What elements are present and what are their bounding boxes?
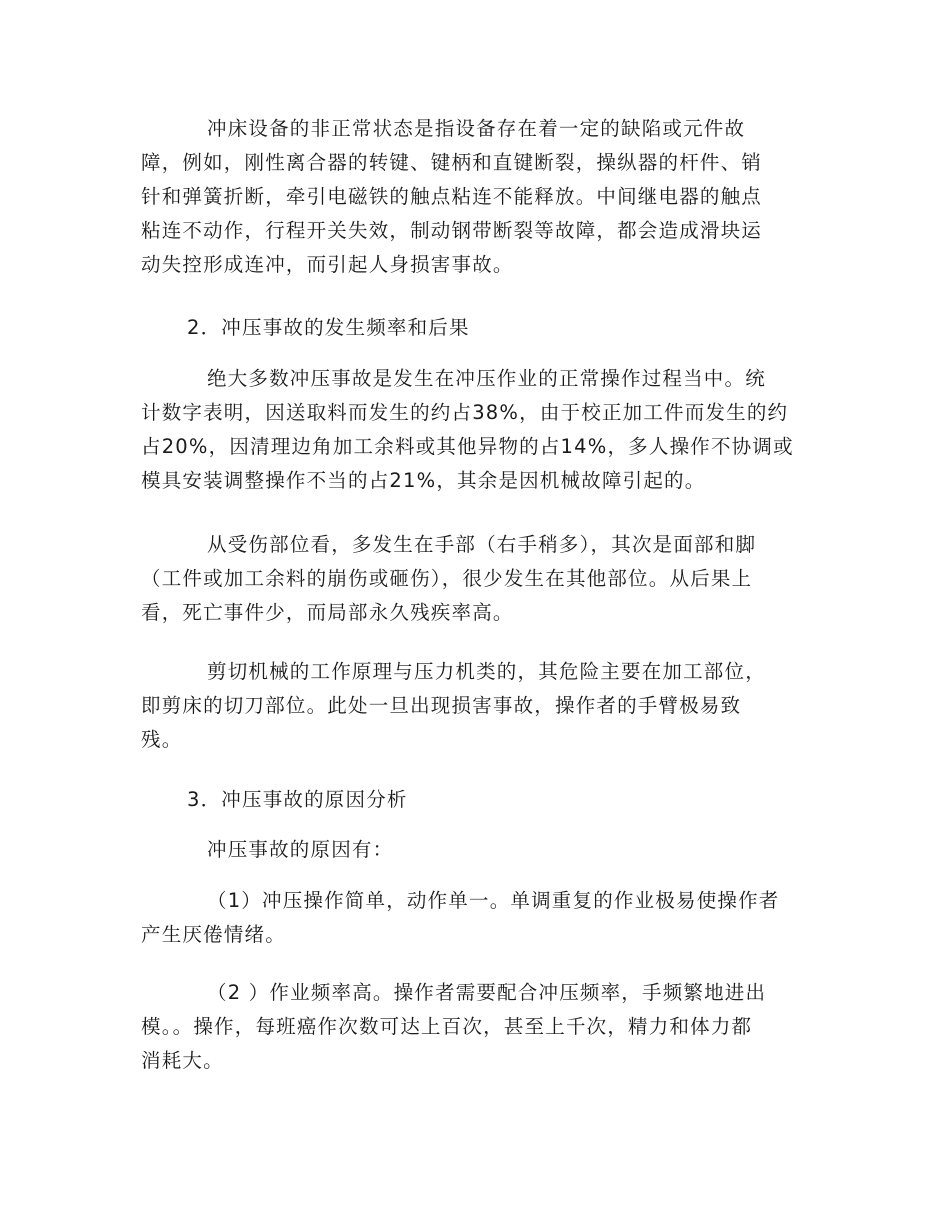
text-line: 消耗大。 <box>141 1049 224 1072</box>
text-line: 产生厌倦情绪。 <box>141 923 286 946</box>
heading-text: 2．冲压事故的发生频率和后果 <box>187 316 470 339</box>
paragraph-cause-2 <box>141 976 813 1078</box>
text-line: 冲床设备的非正常状态是指设备存在着一定的缺陷或元件故 <box>207 117 746 140</box>
text-line: （1）冲压操作简单，动作单一。单调重复的作业极易使操作者 <box>207 889 780 912</box>
text-line: （2 ）作业频率高。操作者需要配合冲压频率，手频繁地进出 <box>207 981 767 1004</box>
text-line: 粘连不动作，行程开关失效，制动钢带断裂等故障，都会造成滑块运 <box>141 219 763 242</box>
paragraph-equipment-abnormal <box>141 112 813 282</box>
text-line: 残。 <box>141 728 183 751</box>
text-line: 模。。操作，每班癌作次数可达上百次，甚至上千次，精力和体力都 <box>141 1015 753 1038</box>
text-line: 动失控形成连冲，而引起人身损害事故。 <box>141 253 514 276</box>
text-line: 模具安装调整操作不当的占21%，其余是因机械故障引起的。 <box>141 469 706 492</box>
text-line: （工件或加工余料的崩伤或砸伤），很少发生在其他部位。从后果上 <box>141 567 753 590</box>
paragraph-causes-intro <box>141 833 813 867</box>
text-line: 从受伤部位看，多发生在手部（右手稍多），其次是面部和脚 <box>207 533 757 556</box>
text-line: 占20%，因清理边角加工余料或其他异物的占14%，多人操作不协调或 <box>141 435 794 458</box>
text-line: 看，死亡事件少，而局部永久残疾率高。 <box>141 601 514 624</box>
paragraph-cause-1 <box>141 884 813 952</box>
text-line: 针和弹簧折断，牵引电磁铁的触点粘连不能释放。中间继电器的触点 <box>141 185 763 208</box>
text-line: 障，例如，刚性离合器的转键、键柄和直键断裂，操纵器的杆件、销 <box>141 151 763 174</box>
text-line: 冲压事故的原因有： <box>207 838 394 861</box>
paragraph-accident-statistics <box>141 362 813 498</box>
text-line: 即剪床的切刀部位。此处一旦出现损害事故，操作者的手臂极易致 <box>141 694 742 717</box>
section-heading-causes <box>141 783 813 817</box>
heading-text: 3．冲压事故的原因分析 <box>187 788 408 811</box>
text-line: 绝大多数冲压事故是发生在冲压作业的正常操作过程当中。统 <box>207 367 766 390</box>
paragraph-shearing-machinery <box>141 655 813 757</box>
section-heading-frequency <box>141 311 813 345</box>
paragraph-injury-location <box>141 528 813 630</box>
text-line: 剪切机械的工作原理与压力机类的，其危险主要在加工部位， <box>207 660 766 683</box>
text-line: 计数字表明，因送取料而发生的约占38%，由于校正加工件而发生的约 <box>141 401 789 424</box>
